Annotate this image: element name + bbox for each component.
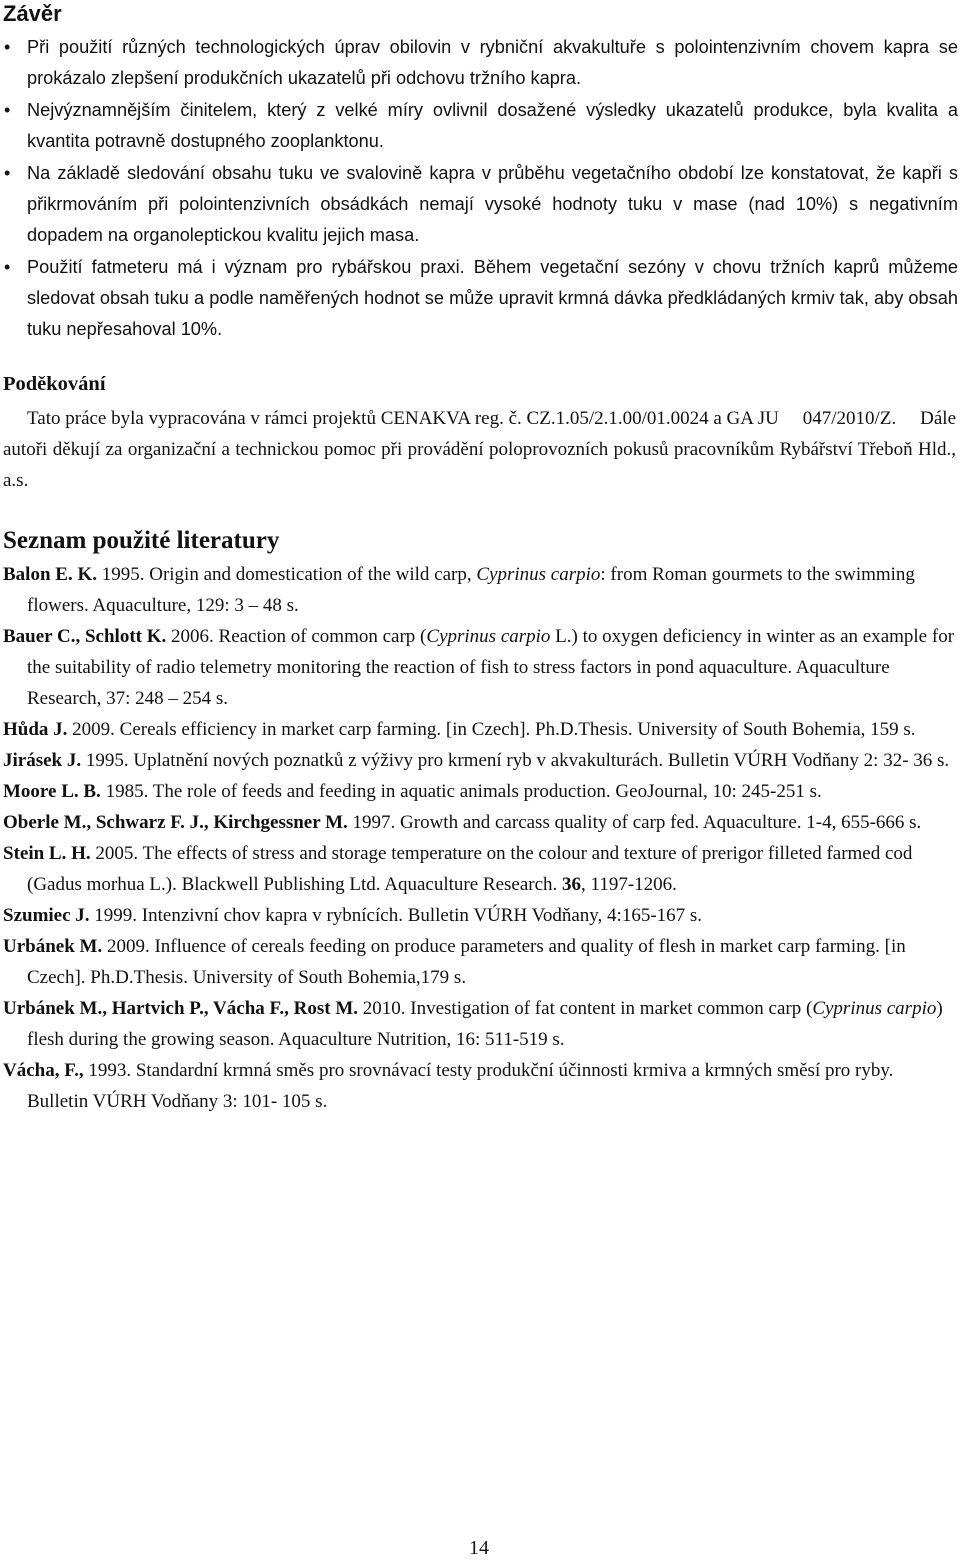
- conclusion-bullet: • Na základě sledování obsahu tuku ve svalovině kapra v průběhu vegetačního období lze konstatovat, že kapři s přikrmováním při polointenzivních obsádkách nemají vysoké hodnoty tuku v mase (nad 10%) s negativním dopadem na organoleptickou kvalitu jejich masa.: [3, 158, 958, 251]
- reference-authors: Stein L. H.: [3, 843, 91, 864]
- reference-authors: Bauer C., Schlott K.: [3, 626, 167, 647]
- reference-authors: Oberle M., Schwarz F. J., Kirchgessner M.: [3, 812, 348, 833]
- acknowledgement-text-rest: 047/2010/Z. Dále autoři děkují za organizační a technickou pomoc při provádění poloprovozních pokusů pracovníkům Rybářství Třeboň Hld., a.s.: [3, 408, 957, 491]
- reference-text: 2010. Investigation of fat content in market common carp (: [358, 998, 813, 1019]
- references-heading: Seznam použité literatury: [3, 527, 280, 554]
- reference-item: [3, 838, 958, 900]
- conclusions-heading: Závěr: [3, 1, 62, 26]
- reference-item: [3, 559, 958, 621]
- conclusions-list: [3, 32, 958, 346]
- reference-text: 1995. Uplatnění nových poznatků z výživy pro krmení ryb v akvakulturách. Bulletin VÚRH Vodňany 2: 32- 36 s.: [81, 750, 950, 771]
- reference-item: [3, 621, 958, 714]
- reference-authors: Vácha, F.,: [3, 1060, 84, 1081]
- reference-species: Cyprinus carpio: [426, 626, 551, 647]
- reference-item: [3, 900, 958, 931]
- reference-item: [3, 776, 958, 807]
- reference-authors: Szumiec J.: [3, 905, 90, 926]
- reference-text: 2009. Influence of cereals feeding on produce parameters and quality of flesh in market carp farming. [in Czech]. Ph.D.Thesis. University of South Bohemia,179 s.: [27, 936, 906, 988]
- acknowledgement-text-first: Tato práce byla vypracována v rámci projektů CENAKVA reg. č. CZ.1.05/2.1.00/01.0024 a GA JU: [27, 408, 779, 429]
- reference-text: 1995. Origin and domestication of the wild carp,: [96, 564, 477, 585]
- reference-item: [3, 745, 958, 776]
- reference-species: Cyprinus carpio: [476, 564, 601, 585]
- acknowledgement-heading: Poděkování: [3, 373, 106, 395]
- page-number: 14: [469, 1537, 489, 1559]
- references-list: [3, 559, 958, 1117]
- reference-authors: Moore L. B.: [3, 781, 101, 802]
- reference-text: 1999. Intenzivní chov kapra v rybnících. Bulletin VÚRH Vodňany, 4:165-167 s.: [89, 905, 703, 926]
- reference-text: : from Roman gourmets to the swimming flowers. Aquaculture, 129: 3 – 48 s.: [27, 564, 915, 616]
- reference-text: 1993. Standardní krmná směs pro srovnávací testy produkční účinnosti krmiva a krmných směsí pro ryby. Bulletin VÚRH Vodňany 3: 101- 105 s.: [27, 1060, 894, 1112]
- reference-text: , 1197-1206.: [581, 874, 677, 895]
- conclusion-bullet: • Při použití různých technologických úprav obilovin v rybniční akvakultuře s polointenzivním chovem kapra se prokázalo zlepšení produkčních ukazatelů při odchovu tržního kapra.: [3, 32, 958, 94]
- acknowledgement-text: [3, 403, 956, 496]
- reference-authors: Urbánek M.: [3, 936, 103, 957]
- reference-text: 2009. Cereals efficiency in market carp farming. [in Czech]. Ph.D.Thesis. University of South Bohemia, 159 s.: [67, 719, 916, 740]
- reference-authors: Hůda J.: [3, 719, 68, 740]
- reference-item: [3, 807, 958, 838]
- reference-text: 1985. The role of feeds and feeding in aquatic animals production. GeoJournal, 10: 245-251 s.: [100, 781, 822, 802]
- reference-authors: Urbánek M., Hartvich P., Vácha F., Rost M.: [3, 998, 359, 1019]
- reference-item: [3, 993, 958, 1055]
- conclusion-bullet: • Nejvýznamnějším činitelem, který z velké míry ovlivnil dosažené výsledky ukazatelů produkce, byla kvalita a kvantita potravně dostupného zooplanktonu.: [3, 95, 958, 157]
- reference-text: 2006. Reaction of common carp (: [166, 626, 427, 647]
- conclusion-bullet: • Použití fatmeteru má i význam pro rybářskou praxi. Během vegetační sezóny v chovu tržních kaprů můžeme sledovat obsah tuku a podle naměřených hodnot se může upravit krmná dávka předkládaných krmiv tak, aby obsah tuku nepřesahoval 10%.: [3, 252, 958, 345]
- reference-item: [3, 714, 958, 745]
- reference-text: 1997. Growth and carcass quality of carp fed. Aquaculture. 1-4, 655-666 s.: [347, 812, 922, 833]
- reference-item: [3, 1055, 958, 1117]
- reference-text: L.) to oxygen deficiency in winter as an example for the suitability of radio telemetry monitoring the reaction of fish to stress factors in pond aquaculture. Aquaculture Research, 37: 248 – 254 s.: [27, 626, 955, 709]
- reference-authors: Balon E. K.: [3, 564, 97, 585]
- reference-item: [3, 931, 958, 993]
- reference-volume: 36: [562, 874, 582, 895]
- reference-text: 2005. The effects of stress and storage temperature on the colour and texture of prerigor filleted farmed cod (Gadus morhua L.). Blackwell Publishing Ltd. Aquaculture Research.: [27, 843, 913, 895]
- reference-text: ) flesh during the growing season. Aquaculture Nutrition, 16: 511-519 s.: [27, 998, 943, 1050]
- reference-authors: Jirásek J.: [3, 750, 82, 771]
- reference-species: Cyprinus carpio: [812, 998, 937, 1019]
